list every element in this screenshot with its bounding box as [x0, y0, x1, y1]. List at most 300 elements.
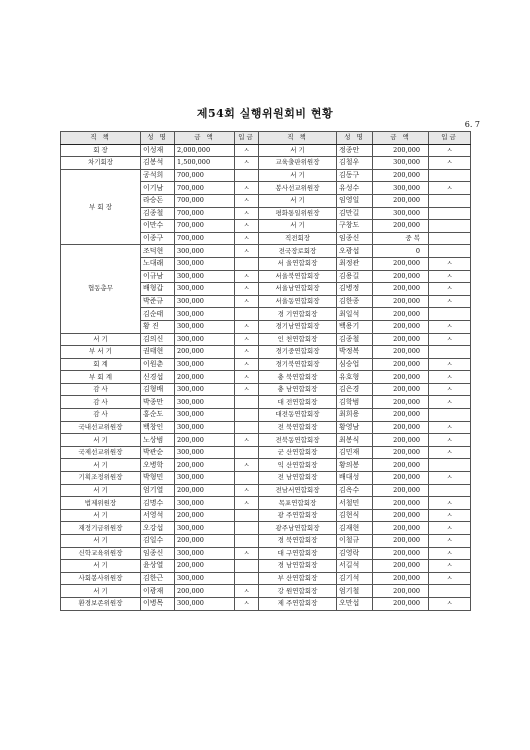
header-paid-right: 입금 [429, 132, 471, 145]
paid-mark: ㅅ [235, 320, 259, 333]
position-cell: 회 장 [61, 144, 141, 157]
member-name-right: 임종신 [337, 232, 373, 245]
fee-amount-right: 300,000 [373, 157, 429, 170]
position-cell-right: 직전회장 [259, 232, 337, 245]
header-amount-right: 금 액 [373, 132, 429, 145]
member-name-right: 최봉식 [337, 434, 373, 447]
fee-amount: 300,000 [175, 270, 235, 283]
paid-mark-right: ㅅ [429, 522, 471, 535]
member-name: 황 진 [141, 320, 175, 333]
table-row [61, 597, 471, 610]
paid-mark: ㅅ [235, 484, 259, 497]
paid-mark-right: ㅅ [429, 383, 471, 396]
fee-amount-right: 중 복 [373, 232, 429, 245]
position-cell: 사회봉사위원장 [61, 572, 141, 585]
fee-amount: 700,000 [175, 194, 235, 207]
fee-amount-right: 200,000 [373, 270, 429, 283]
paid-mark-right: ㅅ [429, 295, 471, 308]
member-name-right: 황의봉 [337, 459, 373, 472]
fee-amount: 300,000 [175, 283, 235, 296]
table-row [61, 572, 471, 585]
paid-mark: ㅅ [235, 245, 259, 258]
paid-mark: ㅅ [235, 207, 259, 220]
member-name: 이규남 [141, 270, 175, 283]
table-row [61, 560, 471, 573]
position-cell-right: 서울동연합회장 [259, 295, 337, 308]
member-name-right: 서길석 [337, 560, 373, 573]
fee-amount-right: 200,000 [373, 472, 429, 485]
position-cell-right: 광 주연합회장 [259, 509, 337, 522]
member-name-right: 김병정 [337, 283, 373, 296]
position-cell-right: 제 주연합회장 [259, 597, 337, 610]
member-name: 노상범 [141, 434, 175, 447]
position-cell: 서 기 [61, 560, 141, 573]
position-cell-right: 경기중연합회장 [259, 346, 337, 359]
position-cell-right: 목포연합회장 [259, 497, 337, 510]
fee-amount: 300,000 [175, 547, 235, 560]
position-cell: 서 기 [61, 484, 141, 497]
table-row [61, 157, 471, 170]
paid-mark [235, 308, 259, 321]
table-row [61, 346, 471, 359]
fee-amount: 300,000 [175, 597, 235, 610]
position-cell-right: 서 기 [259, 169, 337, 182]
position-cell: 서 기 [61, 434, 141, 447]
fee-amount: 300,000 [175, 446, 235, 459]
position-cell-right: 전북동연합회장 [259, 434, 337, 447]
paid-mark-right [429, 484, 471, 497]
paid-mark: ㅅ [235, 585, 259, 598]
fee-amount-right: 200,000 [373, 484, 429, 497]
fee-amount: 300,000 [175, 572, 235, 585]
fee-amount-right: 200,000 [373, 257, 429, 270]
paid-mark-right: ㅅ [429, 396, 471, 409]
fee-amount: 300,000 [175, 421, 235, 434]
fee-amount: 1,500,000 [175, 157, 235, 170]
table-row [61, 509, 471, 522]
position-cell-right: 경기북연합회장 [259, 358, 337, 371]
member-name: 이병목 [141, 597, 175, 610]
member-name-right: 이철규 [337, 535, 373, 548]
fee-amount-right: 200,000 [373, 421, 429, 434]
table-row [61, 535, 471, 548]
fee-amount: 700,000 [175, 169, 235, 182]
paid-mark [235, 572, 259, 585]
fee-amount-right: 200,000 [373, 547, 429, 560]
paid-mark [235, 409, 259, 422]
paid-mark: ㅅ [235, 157, 259, 170]
member-name-right: 김은경 [337, 383, 373, 396]
paid-mark [235, 472, 259, 485]
position-cell-right: 봉사선교위원장 [259, 182, 337, 195]
position-cell: 회 계 [61, 358, 141, 371]
fee-amount-right: 200,000 [373, 446, 429, 459]
paid-mark-right [429, 207, 471, 220]
fee-amount-right: 300,000 [373, 182, 429, 195]
member-name-right: 김현식 [337, 509, 373, 522]
paid-mark-right: ㅅ [429, 358, 471, 371]
paid-mark [235, 535, 259, 548]
paid-mark: ㅅ [235, 371, 259, 384]
paid-mark: ㅅ [235, 547, 259, 560]
header-paid: 입금 [235, 132, 259, 145]
member-name-right: 황영남 [337, 421, 373, 434]
member-name-right: 김만길 [337, 207, 373, 220]
table-row [61, 383, 471, 396]
table-row [61, 434, 471, 447]
position-cell: 법제위원장 [61, 497, 141, 510]
fee-amount-right: 200,000 [373, 333, 429, 346]
paid-mark [235, 446, 259, 459]
member-name: 김한근 [141, 572, 175, 585]
fee-amount: 2,000,000 [175, 144, 235, 157]
member-name: 조덕현 [141, 245, 175, 258]
fee-amount-right: 200,000 [373, 383, 429, 396]
position-cell-right: 경 북연합회장 [259, 535, 337, 548]
table-row [61, 421, 471, 434]
paid-mark-right: ㅅ [429, 144, 471, 157]
position-cell-right: 익 산연합회장 [259, 459, 337, 472]
member-name: 김형배 [141, 383, 175, 396]
member-name-right: 김민재 [337, 446, 373, 459]
committee-fee-table [60, 131, 471, 611]
paid-mark-right: ㅅ [429, 157, 471, 170]
member-name: 백창인 [141, 421, 175, 434]
table-row [61, 144, 471, 157]
table-row [61, 409, 471, 422]
paid-mark-right [429, 169, 471, 182]
header-name-right: 성 명 [337, 132, 373, 145]
member-name-right: 김기석 [337, 572, 373, 585]
position-cell: 서 기 [61, 509, 141, 522]
fee-amount: 300,000 [175, 472, 235, 485]
paid-mark-right: ㅅ [429, 597, 471, 610]
fee-amount-right: 200,000 [373, 535, 429, 548]
member-name-right: 김재현 [337, 522, 373, 535]
member-name: 박형민 [141, 472, 175, 485]
paid-mark: ㅅ [235, 232, 259, 245]
header-amount: 금 액 [175, 132, 235, 145]
position-cell-right: 전 남연합회장 [259, 472, 337, 485]
paid-mark: ㅅ [235, 434, 259, 447]
position-cell-right: 광주남연합회장 [259, 522, 337, 535]
position-cell-right: 부 산연합회장 [259, 572, 337, 585]
member-name-right: 최정관 [337, 257, 373, 270]
paid-mark [235, 257, 259, 270]
position-cell-right: 평화통일위원장 [259, 207, 337, 220]
fee-amount-right: 200,000 [373, 346, 429, 359]
member-name-right: 김학범 [337, 396, 373, 409]
header-position-right: 직 책 [259, 132, 337, 145]
paid-mark-right [429, 245, 471, 258]
table-row [61, 358, 471, 371]
fee-amount: 200,000 [175, 434, 235, 447]
position-cell-right: 경기남연합회장 [259, 320, 337, 333]
fee-amount-right: 200,000 [373, 459, 429, 472]
paid-mark: ㅅ [235, 270, 259, 283]
fee-amount-right: 200,000 [373, 295, 429, 308]
member-name: 노대래 [141, 257, 175, 270]
paid-mark: ㅅ [235, 194, 259, 207]
member-name: 임종신 [141, 547, 175, 560]
position-cell-right: 서 울연합회장 [259, 257, 337, 270]
member-name: 김종철 [141, 207, 175, 220]
table-header-row [61, 132, 471, 145]
position-cell-right: 서 기 [259, 194, 337, 207]
paid-mark-right [429, 585, 471, 598]
table-row [61, 459, 471, 472]
member-name-right: 백용기 [337, 320, 373, 333]
fee-amount: 700,000 [175, 182, 235, 195]
paid-mark: ㅅ [235, 597, 259, 610]
member-name-right: 박정복 [337, 346, 373, 359]
member-name-right: 김영락 [337, 547, 373, 560]
paid-mark-right: ㅅ [429, 446, 471, 459]
position-cell: 국내선교위원장 [61, 421, 141, 434]
position-cell: 기획조정위원장 [61, 472, 141, 485]
member-name: 오병학 [141, 459, 175, 472]
paid-mark-right [429, 232, 471, 245]
position-cell-right: 충 남연합회장 [259, 383, 337, 396]
position-cell: 차기회장 [61, 157, 141, 170]
paid-mark-right: ㅅ [429, 320, 471, 333]
member-name: 박준규 [141, 295, 175, 308]
member-name: 박종만 [141, 396, 175, 409]
position-cell-right: 서 기 [259, 144, 337, 157]
paid-mark-right [429, 308, 471, 321]
paid-mark: ㅅ [235, 144, 259, 157]
paid-mark-right: ㅅ [429, 270, 471, 283]
member-name-right: 최희용 [337, 409, 373, 422]
fee-amount: 300,000 [175, 257, 235, 270]
paid-mark-right: ㅅ [429, 509, 471, 522]
position-cell: 감 사 [61, 396, 141, 409]
table-row [61, 169, 471, 182]
table-row [61, 585, 471, 598]
fee-amount-right: 200,000 [373, 522, 429, 535]
member-name: 홍순도 [141, 409, 175, 422]
position-cell: 신학교육위원장 [61, 547, 141, 560]
paid-mark: ㅅ [235, 358, 259, 371]
member-name-right: 배대성 [337, 472, 373, 485]
fee-amount-right: 200,000 [373, 169, 429, 182]
fee-amount: 300,000 [175, 522, 235, 535]
position-cell-right: 인 천연합회장 [259, 333, 337, 346]
fee-amount: 700,000 [175, 207, 235, 220]
member-name-right: 김종철 [337, 333, 373, 346]
member-name: 배형갑 [141, 283, 175, 296]
table-row [61, 446, 471, 459]
paid-mark-right: ㅅ [429, 472, 471, 485]
member-name: 김명수 [141, 497, 175, 510]
paid-mark-right [429, 459, 471, 472]
fee-amount: 700,000 [175, 220, 235, 233]
member-name-right: 김철우 [337, 157, 373, 170]
paid-mark-right: ㅅ [429, 572, 471, 585]
position-cell-right: 전국장로회장 [259, 245, 337, 258]
fee-amount: 200,000 [175, 560, 235, 573]
header-position: 직 책 [61, 132, 141, 145]
member-name-right: 김용길 [337, 270, 373, 283]
position-cell-right: 충 북연합회장 [259, 371, 337, 384]
member-name: 박관순 [141, 446, 175, 459]
position-cell-right: 서 기 [259, 220, 337, 233]
position-cell-right: 서울남연합회장 [259, 283, 337, 296]
fee-amount-right: 200,000 [373, 308, 429, 321]
member-name-right: 유성수 [337, 182, 373, 195]
position-cell: 부 회 계 [61, 371, 141, 384]
table-row [61, 333, 471, 346]
paid-mark-right: ㅅ [429, 421, 471, 434]
paid-mark: ㅅ [235, 497, 259, 510]
header-name: 성 명 [141, 132, 175, 145]
fee-amount: 200,000 [175, 484, 235, 497]
position-cell: 서 기 [61, 333, 141, 346]
table-row [61, 371, 471, 384]
position-cell-right: 대 구연합회장 [259, 547, 337, 560]
paid-mark-right: ㅅ [429, 257, 471, 270]
paid-mark-right: ㅅ [429, 497, 471, 510]
fee-amount-right: 300,000 [373, 207, 429, 220]
member-name: 김순태 [141, 308, 175, 321]
position-cell-right: 강 원연합회장 [259, 585, 337, 598]
member-name-right: 김옥수 [337, 484, 373, 497]
member-name-right: 김한종 [337, 295, 373, 308]
paid-mark-right: ㅅ [429, 182, 471, 195]
position-cell: 국제선교위원장 [61, 446, 141, 459]
paid-mark: ㅅ [235, 459, 259, 472]
member-name-right: 정종안 [337, 144, 373, 157]
fee-amount-right: 0 [373, 245, 429, 258]
fee-amount-right: 200,000 [373, 220, 429, 233]
position-cell: 부 서 기 [61, 346, 141, 359]
fee-amount: 200,000 [175, 585, 235, 598]
position-cell-right: 서울북연합회장 [259, 270, 337, 283]
member-name: 이만수 [141, 220, 175, 233]
member-name: 김일수 [141, 535, 175, 548]
fee-amount-right: 200,000 [373, 497, 429, 510]
member-name: 김의신 [141, 333, 175, 346]
fee-amount-right: 200,000 [373, 144, 429, 157]
position-cell: 서 기 [61, 585, 141, 598]
paid-mark-right: ㅅ [429, 434, 471, 447]
member-name-right: 최일석 [337, 308, 373, 321]
position-cell: 부 회 장 [61, 169, 141, 245]
position-cell: 서 기 [61, 459, 141, 472]
fee-amount-right: 200,000 [373, 572, 429, 585]
member-name-right: 구창도 [337, 220, 373, 233]
table-row [61, 547, 471, 560]
fee-amount: 300,000 [175, 245, 235, 258]
position-cell: 감 사 [61, 383, 141, 396]
position-cell: 환경보존위원장 [61, 597, 141, 610]
position-cell: 협동총무 [61, 245, 141, 333]
paid-mark [235, 522, 259, 535]
position-cell-right: 전남서연합회장 [259, 484, 337, 497]
fee-amount: 200,000 [175, 535, 235, 548]
paid-mark-right: ㅅ [429, 535, 471, 548]
fee-amount: 300,000 [175, 497, 235, 510]
member-name: 공석희 [141, 169, 175, 182]
position-cell-right: 대전동연합회장 [259, 409, 337, 422]
member-name-right: 심승업 [337, 358, 373, 371]
fee-amount-right: 200,000 [373, 371, 429, 384]
member-name-right: 오광섭 [337, 245, 373, 258]
table-row [61, 396, 471, 409]
member-name-right: 유호형 [337, 371, 373, 384]
fee-amount: 300,000 [175, 295, 235, 308]
member-name: 오강섭 [141, 522, 175, 535]
fee-amount: 300,000 [175, 308, 235, 321]
member-name-right: 오만섭 [337, 597, 373, 610]
paid-mark [235, 396, 259, 409]
fee-amount-right: 200,000 [373, 597, 429, 610]
paid-mark [235, 169, 259, 182]
fee-amount-right: 200,000 [373, 283, 429, 296]
fee-amount-right: 200,000 [373, 509, 429, 522]
table-row [61, 245, 471, 258]
fee-amount: 200,000 [175, 509, 235, 522]
member-name: 이기남 [141, 182, 175, 195]
fee-amount: 300,000 [175, 358, 235, 371]
position-cell: 감 사 [61, 409, 141, 422]
table-row [61, 522, 471, 535]
position-cell-right: 경 기연합회장 [259, 308, 337, 321]
fee-amount: 300,000 [175, 320, 235, 333]
member-name: 엄기열 [141, 484, 175, 497]
paid-mark [235, 421, 259, 434]
member-name: 김봉석 [141, 157, 175, 170]
paid-mark-right [429, 194, 471, 207]
member-name: 이성재 [141, 144, 175, 157]
member-name-right: 서철민 [337, 497, 373, 510]
member-name: 이원춘 [141, 358, 175, 371]
paid-mark: ㅅ [235, 220, 259, 233]
fee-amount: 300,000 [175, 409, 235, 422]
member-name: 신경섭 [141, 371, 175, 384]
fee-amount-right: 200,000 [373, 358, 429, 371]
paid-mark-right: ㅅ [429, 283, 471, 296]
position-cell: 서 기 [61, 535, 141, 548]
member-name-right: 임영일 [337, 194, 373, 207]
fee-amount: 200,000 [175, 371, 235, 384]
table-body [61, 144, 471, 610]
member-name-right: 김동구 [337, 169, 373, 182]
paid-mark: ㅅ [235, 346, 259, 359]
fee-amount: 300,000 [175, 383, 235, 396]
paid-mark: ㅅ [235, 333, 259, 346]
position-cell-right: 경 남연합회장 [259, 560, 337, 573]
paid-mark-right [429, 346, 471, 359]
fee-amount-right: 200,000 [373, 320, 429, 333]
document-date: 6. 7 [464, 120, 480, 129]
fee-amount: 700,000 [175, 232, 235, 245]
page-title: 제54회 실행위원회비 현황 [196, 107, 334, 120]
paid-mark: ㅅ [235, 295, 259, 308]
fee-amount: 300,000 [175, 333, 235, 346]
fee-amount-right: 200,000 [373, 434, 429, 447]
member-name: 권태현 [141, 346, 175, 359]
position-cell: 재정기금위원장 [61, 522, 141, 535]
fee-amount: 200,000 [175, 346, 235, 359]
member-name: 라승돈 [141, 194, 175, 207]
paid-mark: ㅅ [235, 283, 259, 296]
fee-amount: 300,000 [175, 396, 235, 409]
paid-mark [235, 509, 259, 522]
member-name: 이광재 [141, 585, 175, 598]
position-cell-right: 전 북연합회장 [259, 421, 337, 434]
fee-amount-right: 200,000 [373, 585, 429, 598]
